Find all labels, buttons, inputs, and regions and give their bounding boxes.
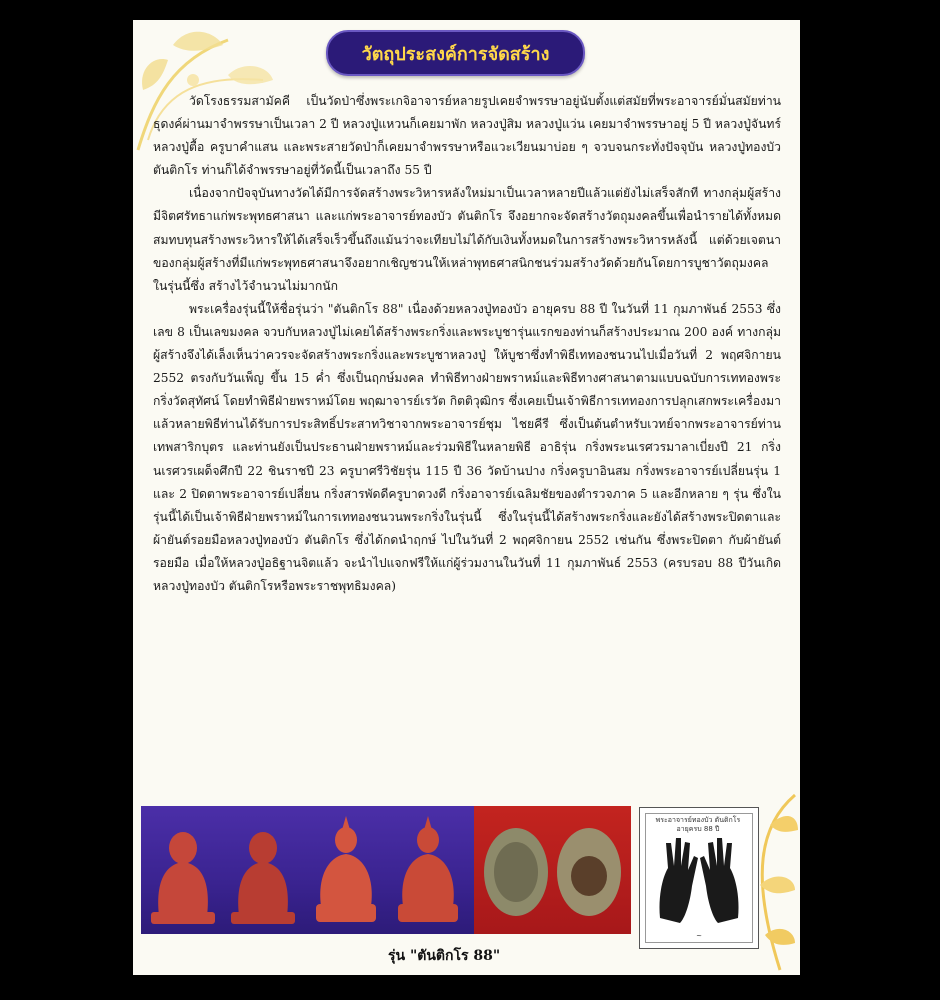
article-body [153,90,781,810]
handprint-yantra-card [639,807,759,949]
paragraph: เนื่องจากปัจจุบันทางวัดได้มีการจัดสร้างพระวิหารหลังใหม่มาเป็นเวลาหลายปีแล้วแต่ยังไม่เสร็จสักที ทางกลุ่มผู้สร้างมีจิตศรัทธาแก่พระพุทธศาสนา และแก่พระอาจารย์ทองบัว ตันติกโร จึงอยากจะจัดสร้างวัตถุมงคลขึ้นเพื่อนำรายได้ทั้งหมดสมทบทุนสร้างพระวิหารให้ได้เสร็จเร็วขึ้นถึงแม้นว่าจะเทียบไม่ได้กับเงินทั้งหมดในการสร้างพระวิหารหลังนี้ แต่ด้วยเจตนาของกลุ่มผู้สร้างที่มีแก่พระพุทธศาสนาจึงอยากเชิญชวนให้เหล่าพุทธศาสนิกชนร่วมสร้างวัดด้วยกันโดยการบูชาวัตถุมงคลในรุ่นนี้ซึ่ง สร้างไว้จำนวนไม่มากนัก [153,186,781,293]
card-line: พระอาจารย์ทองบัว ตันติกโร [655,816,741,824]
statue-figures-illustration [141,806,474,934]
statues-photo [141,806,474,934]
amulet-photo [474,806,631,934]
card-line: อายุครบ 88 ปี [676,825,720,833]
svg-text:~: ~ [696,932,702,940]
pidta-amulet-illustration [474,806,631,934]
document-page [133,20,800,975]
paragraph: วัดโรงธรรมสามัคคี เป็นวัดป่าซึ่งพระเกจิอาจารย์หลายรูปเคยจำพรรษาอยู่นับตั้งแต่สมัยที่พระอาจารย์มั่นสมัยท่านธุดงค์ผ่านมาจำพรรษาเป็นเวลา 2 ปี หลวงปู่แหวนก็เคยมาพัก หลวงปู่สิม หลวงปู่แว่น เคยมาจำพรรษาอยู่ 5 ปี หลวงปู่จันทร์ หลวงปู่ตื้อ ครูบาคำแสน และพระสายวัดป่าก็เคยมาจำพรรษาหรือแวะเวียนมาบ่อย ๆ จวบจนกระทั่งปัจจุบัน หลวงปู่ทองบัว ตันติกโร ท่านก็ได้จำพรรษาอยู่ที่วัดนี้เป็นเวลาถึง 55 ปี [153,94,781,178]
photo-caption: รุ่น "ตันติกโร 88" [388,948,501,964]
paragraph: พระเครื่องรุ่นนี้ให้ชื่อรุ่นว่า "ตันติกโร 88" เนื่องด้วยหลวงปู่ทองบัว อายุครบ 88 ปี ในวันที่ 11 กุมภาพันธ์ 2553 ซึ่งเลข 8 เป็นเลขมงคล จวบกับหลวงปู่ไม่เคยได้สร้างพระกริ่งและพระบูชารุ่นแรกของท่านก็สร้างประมาณ 200 องค์ ทางกลุ่มผู้สร้างจึงได้เล็งเห็นว่าควรจะจัดสร้างพระกริ่งและพระบูชาหลวงปู่ ให้บูชาซึ่งทำพิธีเททองชนวนไปเมื่อวันที่ 2 พฤศจิกายน 2552 ตรงกับวันเพ็ญ ขึ้น 15 ค่ำ ซึ่งเป็นฤกษ์มงคล ทำพิธีทางฝ่ายพราหม์และพิธีทางศาสนาตามแบบฉบับการเททองพระกริ่งวัดสุทัศน์ โดยทำพิธีฝ่ายพราหม์โดย พฤฒาจารย์เรวัต กิตติวุฒิกร ซึ่งเคยเป็นเจ้าพิธีการเททองการปลุกเสกพระเครื่องมาแล้วหลายพิธีท่านได้รับการประสิทธิ์ประสาทวิชาจากพระอาจารย์ชุม ไชยคีรี ซึ่งเป็นต้นตำหรับเวทย์จากพระอาจารย์ท่านเทพสาริกบุตร และท่านยังเป็นประธานฝ่ายพราหม์และร่วมพิธีในหลายพิธี อาธิรุ่น กริ่งพระนเรศวรมาลาเบี่ยงปี 21 กริ่งนเรศวรเผด็จศึกปี 22 ชินราชปี 23 ครูบาศรีวิชัยรุ่น 115 ปี 36 วัดบ้านปาง กริ่งครูบาอินสม กริ่งพระอาจารย์เปลี่ยนรุ่น 1 และ 2 ปิดตาพระอาจารย์เปลี่ยน กริ่งสารพัดดีครูบาดวงดี กริ่งอาจารย์เฉลิมชัยของตำรวจภาค 5 และอีกหลาย ๆ รุ่น ซึ่งในรุ่นนี้ได้เป็นเจ้าพิธีฝ่ายพราหม์ในการเททองชนวนพระกริ่งในรุ่นนี้ ซึ่งในรุ่นนี้ได้สร้างพระกริ่งและยังได้สร้างพระปิดตาและผ้ายันต์รอยมือหลวงปู่ทองบัว ตันติกโร ซึ่งได้กดนำฤกษ์ ไปในวันที่ 2 พฤศจิกายน 2552 เช่นกัน ซึ่งพระปิดตา กับผ้ายันต์รอยมือ เมื่อให้หลวงปู่อธิฐานจิตแล้ว จะนำไปแจกฟรีให้แก่ผู้ร่วมงานในวันที่ 11 กุมภาพันธ์ 2553 (ครบรอบ 88 ปีวันเกิดหลวงปู่ทองบัว ตันติกโรหรือพระราชพุทธิมงคล) [153,301,781,593]
amulet-photo-strip [141,806,631,934]
handprint-icon [640,808,758,948]
page-title: วัตถุประสงค์การจัดสร้าง [361,43,550,65]
title-banner [326,30,585,76]
